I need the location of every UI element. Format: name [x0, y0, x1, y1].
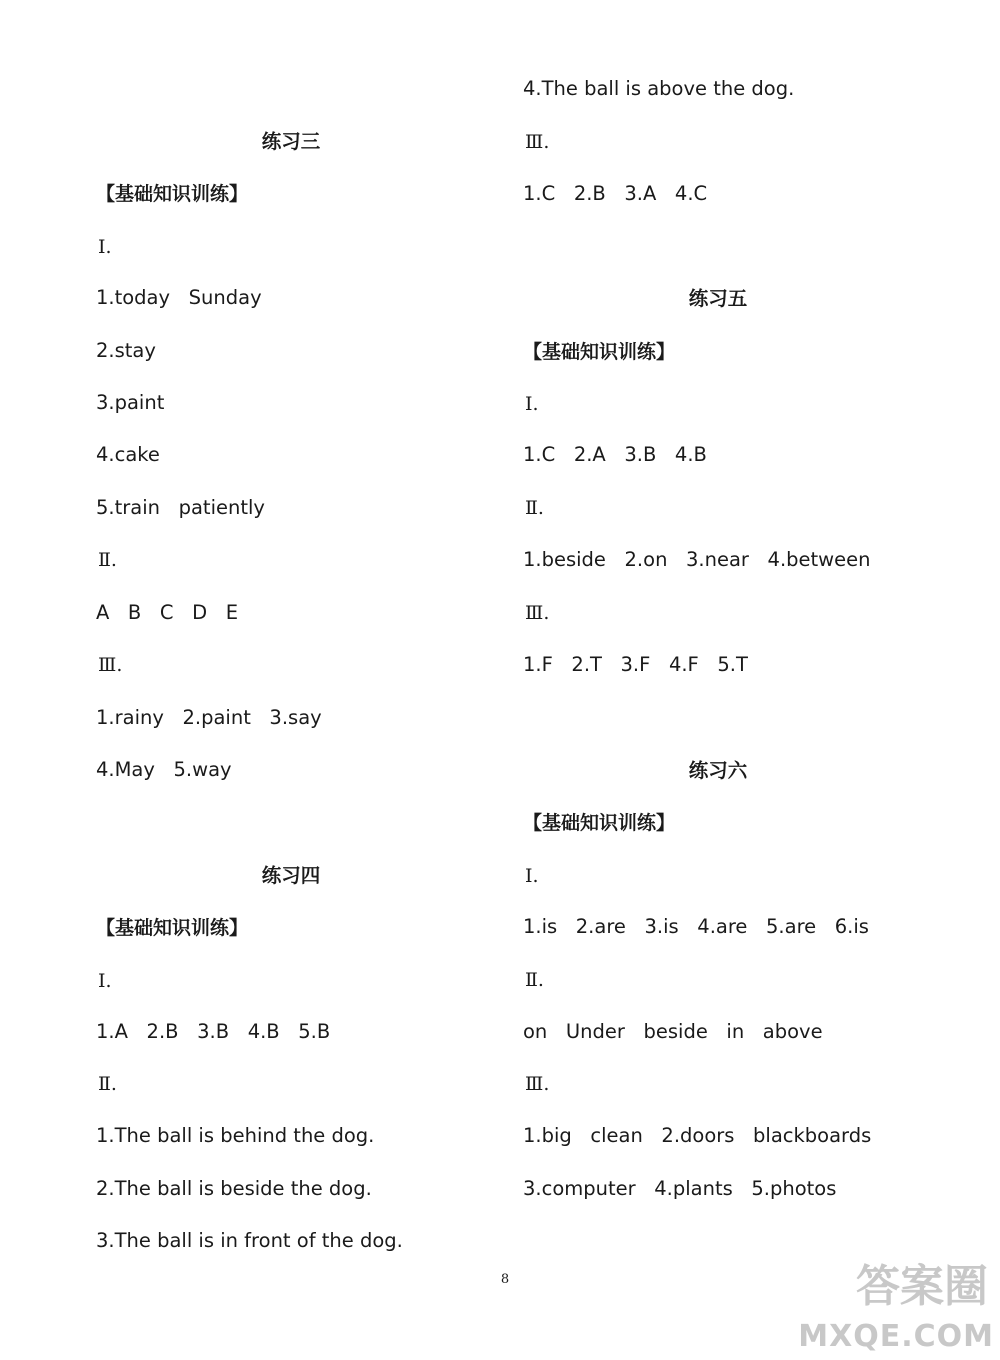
answer-line: 3.computer 4.plants 5.photos: [523, 1177, 837, 1200]
answer-line: 1.The ball is behind the dog.: [96, 1124, 375, 1147]
answer-line: 3.paint: [96, 391, 165, 414]
answer-line: 1.today Sunday: [96, 286, 262, 309]
roman-numeral-label: Ⅱ.: [98, 1073, 117, 1095]
answer-line: 1.C 2.A 3.B 4.B: [523, 443, 707, 466]
section-title-exercise-4: 练习四: [261, 864, 321, 887]
roman-numeral-label: Ⅲ.: [98, 654, 123, 676]
section-title-exercise-6: 练习六: [688, 759, 748, 782]
answer-line: 4.May 5.way: [96, 758, 232, 781]
section-subheading: 【基础知识训练】: [96, 917, 249, 939]
section-subheading: 【基础知识训练】: [96, 183, 249, 205]
answer-line: 1.beside 2.on 3.near 4.between: [523, 548, 871, 571]
answer-line: 1.C 2.B 3.A 4.C: [523, 182, 708, 205]
section-subheading: 【基础知识训练】: [523, 341, 676, 363]
roman-numeral-label: Ⅱ.: [98, 549, 117, 571]
answer-line: 1.is 2.are 3.is 4.are 5.are 6.is: [523, 915, 869, 938]
section-title-exercise-5: 练习五: [688, 287, 748, 310]
answer-line: 1.big clean 2.doors blackboards: [523, 1124, 872, 1147]
answer-line: 4.cake: [96, 443, 160, 466]
watermark-text: MXQE.COM: [798, 1319, 994, 1354]
roman-numeral-label: Ⅰ.: [98, 236, 112, 258]
answer-line: 3.The ball is in front of the dog.: [96, 1229, 403, 1252]
roman-numeral-label: Ⅰ.: [525, 393, 539, 415]
answer-line: 2.stay: [96, 339, 156, 362]
answer-line: 2.The ball is beside the dog.: [96, 1177, 372, 1200]
answer-line: 5.train patiently: [96, 496, 265, 519]
roman-numeral-label: Ⅲ.: [525, 602, 550, 624]
answer-line: A B C D E: [96, 601, 239, 624]
roman-numeral-label: Ⅰ.: [98, 970, 112, 992]
section-title-exercise-3: 练习三: [261, 130, 321, 153]
roman-numeral-label: Ⅰ.: [525, 865, 539, 887]
roman-numeral-label: Ⅲ.: [525, 131, 550, 153]
roman-numeral-label: Ⅱ.: [525, 497, 544, 519]
watermark-logo: [798, 1261, 994, 1354]
answer-line: 1.F 2.T 3.F 4.F 5.T: [523, 653, 748, 676]
answer-line: 1.A 2.B 3.B 4.B 5.B: [96, 1020, 331, 1043]
section-subheading: 【基础知识训练】: [523, 812, 676, 834]
answer-line: on Under beside in above: [523, 1020, 823, 1043]
answer-line: 1.rainy 2.paint 3.say: [96, 706, 322, 729]
answer-line: 4.The ball is above the dog.: [523, 77, 795, 100]
page-number: 8: [500, 1272, 510, 1287]
watermark-glyphs: 答案圈: [856, 1261, 988, 1312]
roman-numeral-label: Ⅲ.: [525, 1073, 550, 1095]
roman-numeral-label: Ⅱ.: [525, 969, 544, 991]
